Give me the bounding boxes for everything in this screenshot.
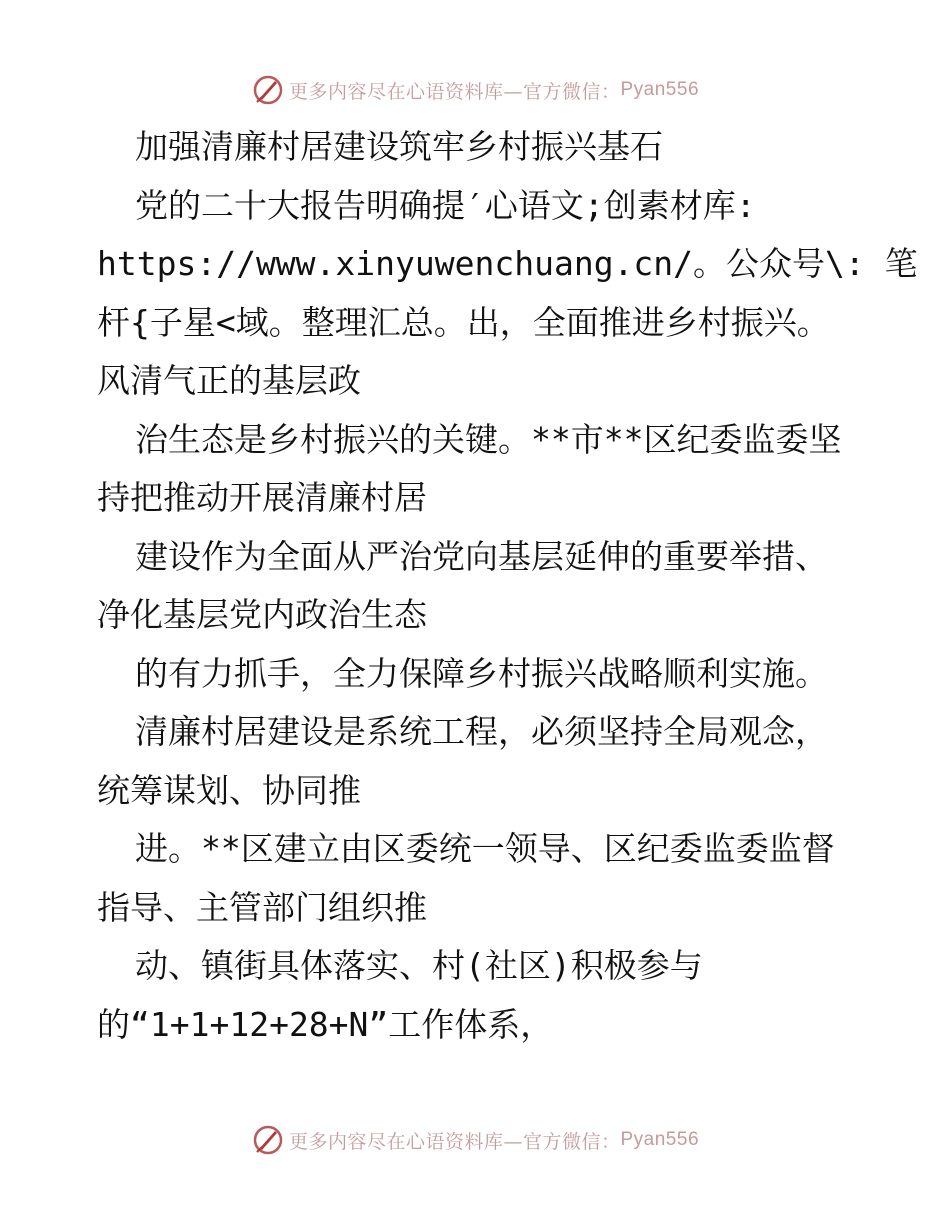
header-watermark bbox=[0, 70, 950, 110]
paragraph-line: 统筹谋划、协同推 bbox=[97, 770, 361, 810]
paragraph-line: 建设作为全面从严治党向基层延伸的重要举措、 bbox=[135, 536, 828, 576]
paragraph-line: 杆{子星<域。整理汇总。出，全面推进乡村振兴。 bbox=[97, 302, 830, 342]
watermark-wechat-id: Pyan556 bbox=[620, 1129, 700, 1150]
document-body bbox=[97, 118, 918, 1054]
paragraph-line: 持把推动开展清廉村居 bbox=[97, 478, 427, 517]
paragraph-line: 清廉村居建设是系统工程，必须坚持全局观念， bbox=[135, 712, 828, 751]
paragraph-line: 的有力抓手，全力保障乡村振兴战略顺利实施。 bbox=[135, 653, 828, 693]
watermark-wechat-id: Pyan556 bbox=[620, 79, 700, 100]
paragraph-line: 党的二十大报告明确提′心语文;创素材库: bbox=[135, 185, 756, 225]
footer-watermark bbox=[0, 1120, 950, 1160]
document-title: 加强清廉村居建设筑牢乡村振兴基石 bbox=[135, 127, 663, 166]
paragraph-line: https://www.xinyuwenchuang.cn/。公众号\: 笔 bbox=[97, 244, 918, 283]
paragraph-line: 动、镇街具体落实、村(社区)积极参与 bbox=[135, 946, 703, 985]
watermark-text: 更多内容尽在心语资料库—官方微信： bbox=[288, 1130, 621, 1153]
paragraph-line: 净化基层党内政治生态 bbox=[97, 595, 427, 634]
paragraph-line: 治生态是乡村振兴的关键。**市**区纪委监委坚 bbox=[135, 419, 842, 459]
paragraph-line: 进。**区建立由区委统一领导、区纪委监委监督 bbox=[135, 829, 835, 868]
paragraph-line: 风清气正的基层政 bbox=[97, 361, 361, 400]
watermark-text: 更多内容尽在心语资料库—官方微信： bbox=[288, 80, 621, 103]
paragraph-line: 的“1+1+12+28+N”工作体系， bbox=[97, 1004, 554, 1044]
quill-logo-icon bbox=[251, 1123, 285, 1157]
paragraph-line: 指导、主管部门组织推 bbox=[97, 887, 427, 927]
quill-logo-icon bbox=[251, 73, 285, 107]
